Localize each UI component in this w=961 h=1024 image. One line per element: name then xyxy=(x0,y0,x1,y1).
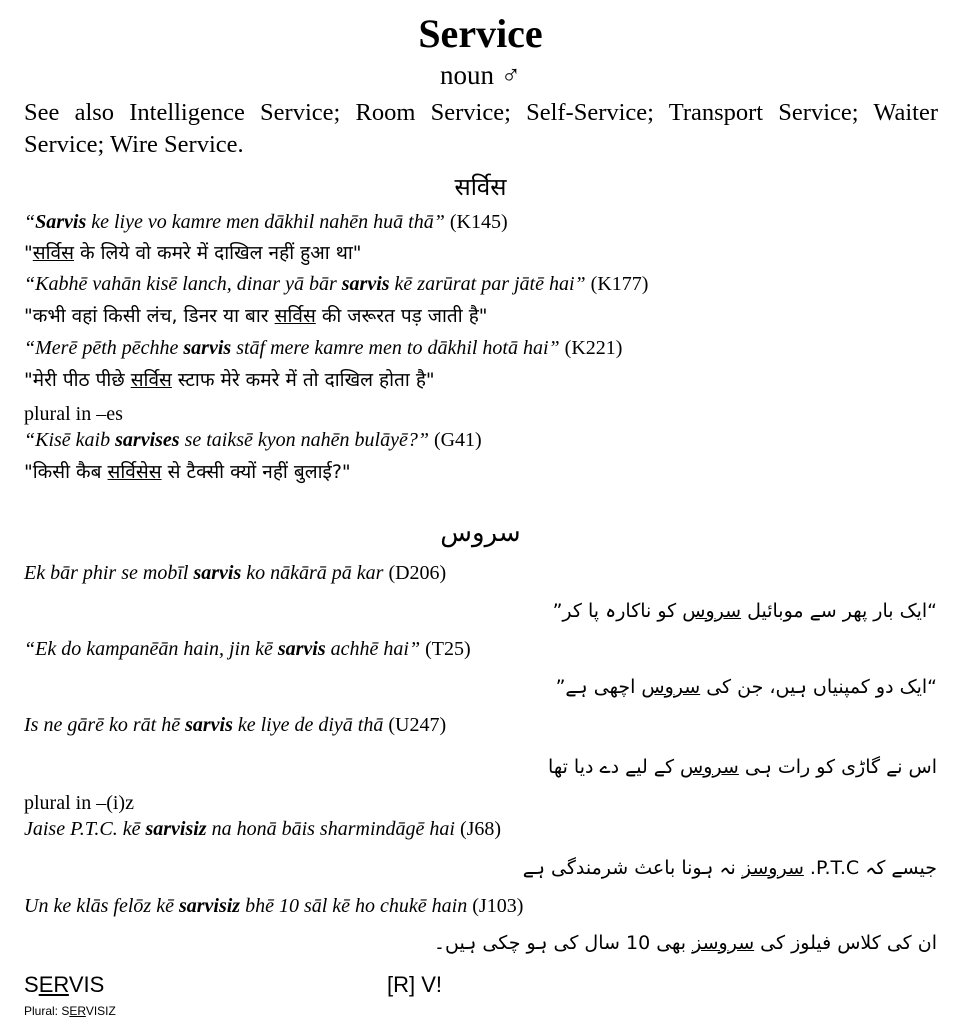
transliteration-line: “Sarvis ke liye vo kamre men dākhil nahēn huā thā” (K145) xyxy=(24,211,508,233)
plural-label: plural in –es xyxy=(24,403,123,425)
pronunciation-code: SERVIS xyxy=(24,972,105,997)
urdu-line: ان کی کلاس فیلوز کی سروسز بھی 10 سال کی ہو چکی ہیں۔ xyxy=(433,932,937,954)
plural-label: plural in –(i)z xyxy=(24,792,134,814)
transliteration-line: Is ne gārē ko rāt hē sarvis ke liye de diyā thā (U247) xyxy=(24,714,447,736)
urdu-heading: سروس xyxy=(440,518,521,548)
transliteration-line: “Kabhē vahān kisē lanch, dinar yā bār sarvis kē zarūrat par jātē hai” (K177) xyxy=(24,273,649,295)
urdu-line: اس نے گاڑی کو رات ہی سروس کے لیے دے دیا تھا xyxy=(548,756,937,778)
hindi-heading: सर्विस xyxy=(454,173,507,201)
transliteration-line: Jaise P.T.C. kē sarvisiz na honā bāis sharmindāgē hai (J68) xyxy=(24,818,502,840)
transliteration-line: “Ek do kampanēān hain, jin kē sarvis achhē hai” (T25) xyxy=(24,638,471,660)
hindi-line: "मेरी पीठ पीछे सर्विस स्टाफ मेरे कमरे में तो दाखिल होता है" xyxy=(24,369,435,391)
transliteration-line: “Merē pēth pēchhe sarvis stāf mere kamre men to dākhil hotā hai” (K221) xyxy=(24,337,623,359)
urdu-line: جیسے کہ P.T.C. سروسز نہ ہونا باعث شرمندگی ہے xyxy=(522,857,937,879)
entry-title: Service xyxy=(418,11,543,56)
transliteration-line: “Kisē kaib sarvises se taiksē kyon nahēn bulāyē?” (G41) xyxy=(24,429,482,451)
urdu-line: “ایک بار پھر سے موبائیل سروس کو ناکارہ پا کر” xyxy=(552,600,937,622)
see-also-note: See also Intelligence Service; Room Service; Self-Service; Transport Service; Waiter Service; Wire Service. xyxy=(24,99,938,158)
hindi-line: "कभी वहां किसी लंच, डिनर या बार सर्विस की जरूरत पड़ जाती है" xyxy=(24,305,488,327)
urdu-line: “ایک دو کمپنیاں ہیں، جن کی سروس اچھی ہے” xyxy=(555,676,937,698)
code-tag: [R] V! xyxy=(387,972,443,997)
transliteration-line: Ek bār phir se mobīl sarvis ko nākārā pā kar (D206) xyxy=(24,562,447,584)
hindi-line: "सर्विस के लिये वो कमरे में दाखिल नहीं हुआ था" xyxy=(24,242,362,264)
part-of-speech: noun ♂ xyxy=(440,60,521,90)
hindi-line: "किसी कैब सर्विसेस से टैक्सी क्यों नहीं बुलाई?" xyxy=(24,461,351,483)
plural-pronunciation-code: Plural: SERVISIZ xyxy=(24,1004,116,1018)
transliteration-line: Un ke klās felōz kē sarvisiz bhē 10 sāl kē ho chukē hain (J103) xyxy=(24,895,524,917)
